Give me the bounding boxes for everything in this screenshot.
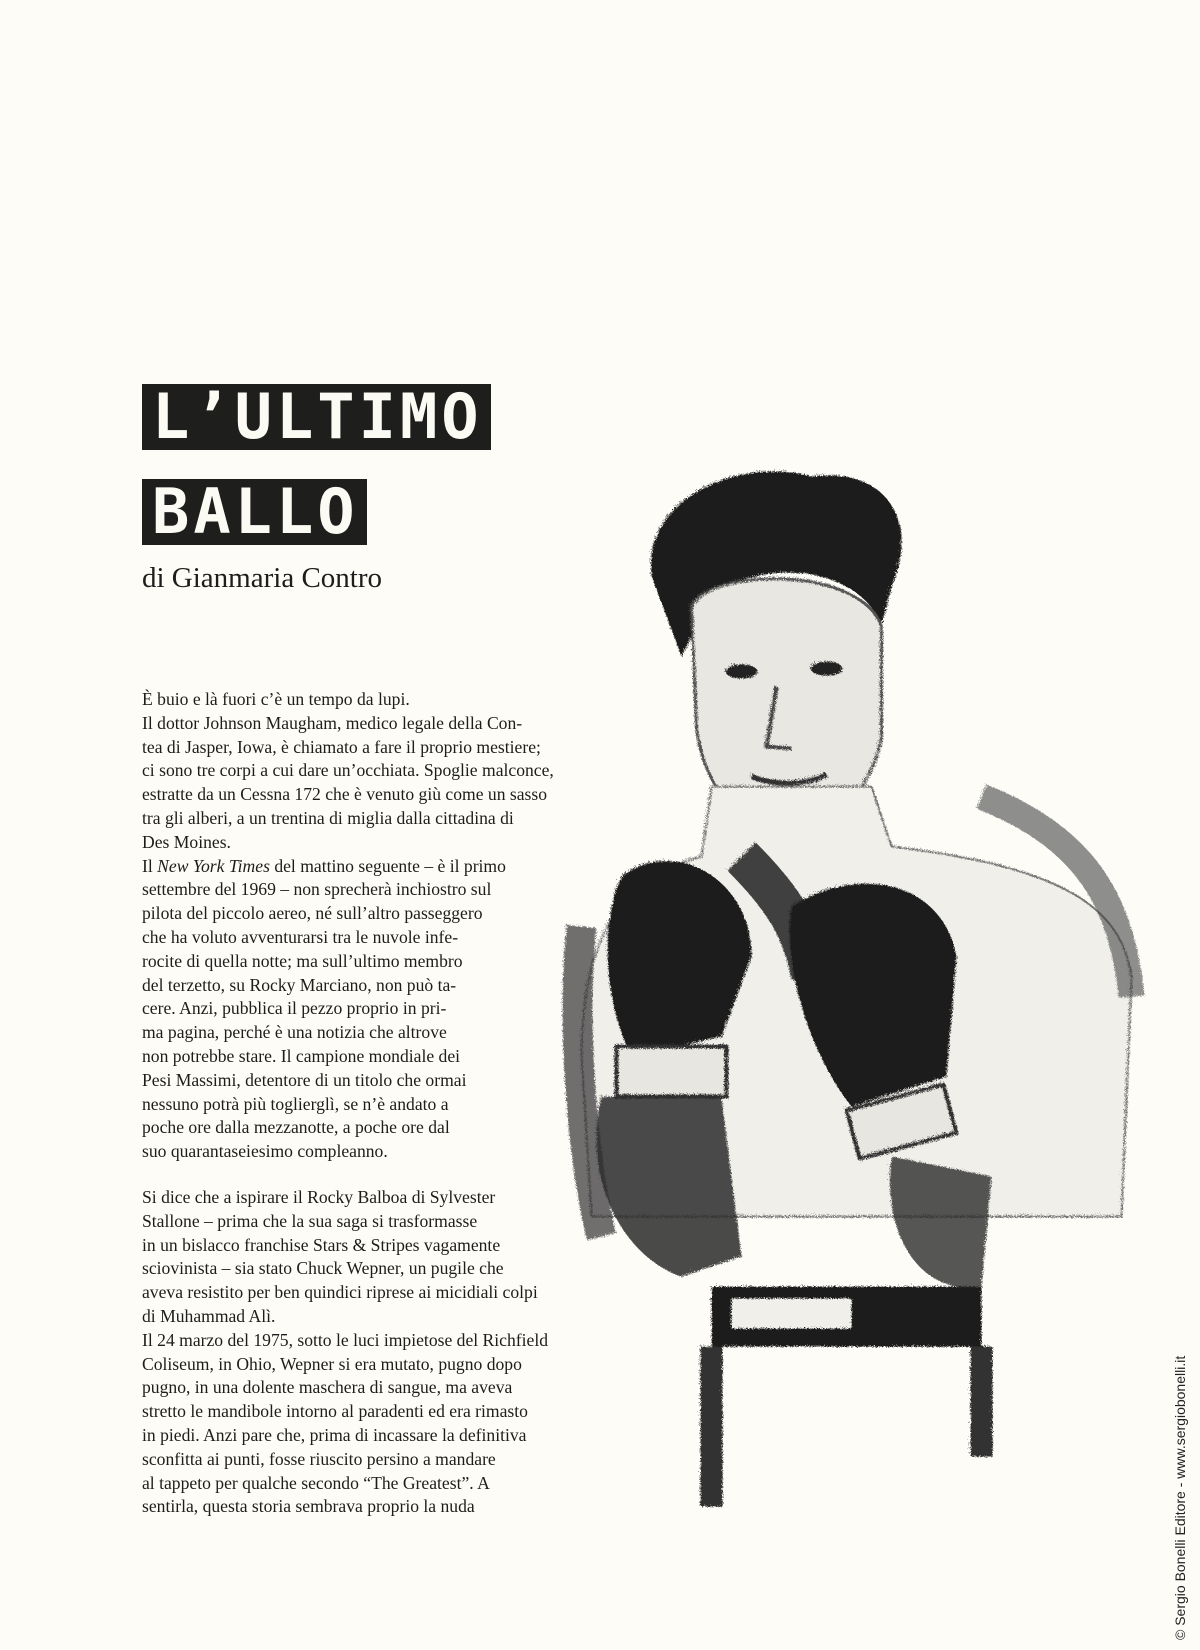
text-line <box>142 855 554 879</box>
text-line: sciovinista – sia stato Chuck Wepner, un pugile che <box>142 1258 504 1279</box>
text-line: tra gli alberi, a un trentina di miglia dalla cittadina di <box>142 807 514 828</box>
text-line: Des Moines. <box>142 831 231 852</box>
text-line: al tappeto per qualche secondo “The Greatest”. A <box>142 1472 490 1493</box>
text-line: Stallone – prima che la sua saga si trasformasse <box>142 1210 478 1231</box>
text-line: sentirla, questa storia sembrava proprio la nuda <box>142 1496 475 1517</box>
text-line: del terzetto, su Rocky Marciano, non può ta- <box>142 974 457 995</box>
text-line: nessuno potrà più toglierglì, se n’è andato a <box>142 1093 449 1114</box>
text-line: in piedi. Anzi pare che, prima di incassare la definitiva <box>142 1424 527 1445</box>
text-line: rocite di quella notte; ma sull’ultimo membro <box>142 950 463 971</box>
boxer-portrait-illustration <box>560 455 1150 1515</box>
text-line: di Muhammad Alì. <box>142 1305 276 1326</box>
text-line: sconfitta ai punti, fosse riuscito persino a mandare <box>142 1448 496 1469</box>
text-line: Il 24 marzo del 1975, sotto le luci impietose del Richfield <box>142 1329 549 1350</box>
text-line: settembre del 1969 – non sprecherà inchiostro sul <box>142 879 492 900</box>
text-line: Il dottor Johnson Maugham, medico legale della Con- <box>142 712 523 733</box>
text-line: ci sono tre corpi a cui dare un’occhiata. Spoglie malconce, <box>142 760 554 781</box>
text-line: Si dice che a ispirare il Rocky Balboa di Sylvester <box>142 1187 496 1207</box>
text-line: cere. Anzi, pubblica il pezzo proprio in pri- <box>142 998 447 1019</box>
copyright-notice: © Sergio Bonelli Editore - www.sergiobonelli.it <box>1172 1355 1188 1640</box>
text-line: Coliseum, in Ohio, Wepner si era mutato, pugno dopo <box>142 1353 522 1374</box>
title-line-1: L’ULTIMO <box>142 384 491 450</box>
author-byline: di Gianmaria Contro <box>142 562 383 594</box>
text-segment: del mattino seguente – è il primo <box>269 855 506 876</box>
text-line: tea di Jasper, Iowa, è chiamato a fare il proprio mestiere; <box>142 736 541 757</box>
text-line: in un bislacco franchise Stars & Stripes vagamente <box>142 1234 501 1255</box>
text-line: È buio e là fuori c’è un tempo da lupi. <box>142 689 410 709</box>
text-line: aveva resistito per ben quindici riprese ai micidiali colpi <box>142 1282 538 1303</box>
text-line: poche ore dalla mezzanotte, a poche ore dal <box>142 1117 450 1138</box>
publication-name: New York Times <box>157 855 270 876</box>
text-line: che ha voluto avventurarsi tra le nuvole infe- <box>142 926 459 947</box>
text-line: estratte da un Cessna 172 che è venuto giù come un sasso <box>142 784 548 805</box>
text-line: Pesi Massimi, detentore di un titolo che ormai <box>142 1069 467 1090</box>
text-line: suo quarantaseiesimo compleanno. <box>142 1141 388 1162</box>
text-line: stretto le mandibole intorno al paradenti ed era rimasto <box>142 1401 528 1422</box>
text-segment: Il <box>142 855 158 876</box>
text-line: non potrebbe stare. Il campione mondiale dei <box>142 1045 461 1066</box>
text-line: pugno, in una dolente maschera di sangue, ma aveva <box>142 1377 513 1398</box>
article-paragraph-1 <box>142 688 554 1164</box>
title-line-2: BALLO <box>142 479 367 545</box>
text-line: ma pagina, perché è una notizia che altrove <box>142 1022 447 1043</box>
article-paragraph-2 <box>142 1186 548 1519</box>
text-line: pilota del piccolo aereo, né sull’altro passeggero <box>142 903 483 924</box>
